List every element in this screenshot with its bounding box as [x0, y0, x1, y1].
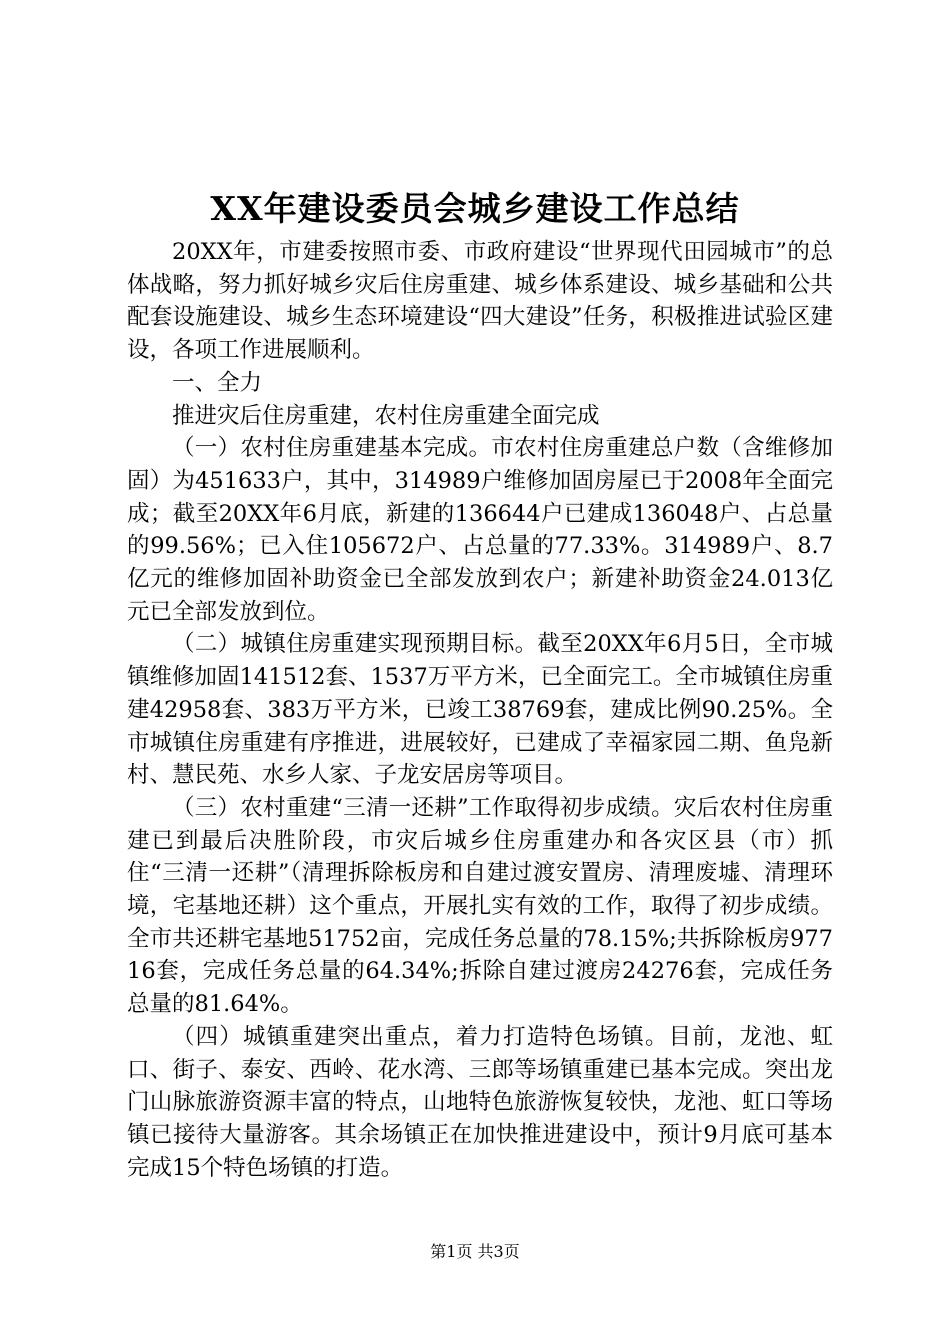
section-heading-1-continued: 推进灾后住房重建，农村住房重建全面完成 — [172, 402, 600, 429]
paragraph-rural-housing: （一）农村住房重建基本完成。市农村住房重建总户数（含维修加固）为451633户，其中，314989户维修加固房屋已于2008年全面完成；截至20XX年6月底，新建的136644户已建成136048户、占总量的99.56%；已入住105672户、占总量的77.33%。314989户、8.7亿元的维修加固补助资金已全部发放到农户；新建补助资金24.013亿元已全部发放到位。 — [127, 435, 833, 625]
document-body — [127, 236, 833, 1184]
page-footer: 第1页 共3页 — [430, 1242, 520, 1261]
document-title: XX年建设委员会城乡建设工作总结 — [210, 189, 740, 228]
section-heading-1: 一、全力 — [172, 369, 263, 396]
paragraph-three-clean: （三）农村重建“三清一还耕”工作取得初步成绩。灾后农村住房重建已到最后决胜阶段，市灾后城乡住房重建办和各灾区县（市）抓住“三清一还耕”（清理拆除板房和自建过渡安置房、清理废墟、清理环境，宅基地还耕）这个重点，开展扎实有效的工作，取得了初步成绩。全市共还耕宅基地51752亩，完成任务总量的78.15%;共拆除板房97716套，完成任务总量的64.34%;拆除自建过渡房24276套，完成任务总量的81.64%。 — [127, 794, 833, 1018]
paragraph-featured-towns: （四）城镇重建突出重点，着力打造特色场镇。目前，龙池、虹口、街子、泰安、西岭、花水湾、三郎等场镇重建已基本完成。突出龙门山脉旅游资源丰富的特点，山地特色旅游恢复较快，龙池、虹口等场镇已接待大量游客。其余场镇正在加快推进建设中，预计9月底可基本完成15个特色场镇的打造。 — [127, 1023, 833, 1181]
paragraph-urban-housing: （二）城镇住房重建实现预期目标。截至20XX年6月5日，全市城镇维修加固141512套、1537万平方米，已全面完工。全市城镇住房重建42958套、383万平方米，已竣工38769套，建成比例90.25%。全市城镇住房重建有序推进，进展较好，已建成了幸福家园二期、鱼凫新村、慧民苑、水乡人家、子龙安居房等项目。 — [127, 631, 833, 789]
paragraph-intro: 20XX年，市建委按照市委、市政府建设“世界现代田园城市”的总体战略，努力抓好城乡灾后住房重建、城乡体系建设、城乡基础和公共配套设施建设、城乡生态环境建设“四大建设”任务，积极推进试验区建设，各项工作进展顺利。 — [127, 239, 833, 364]
